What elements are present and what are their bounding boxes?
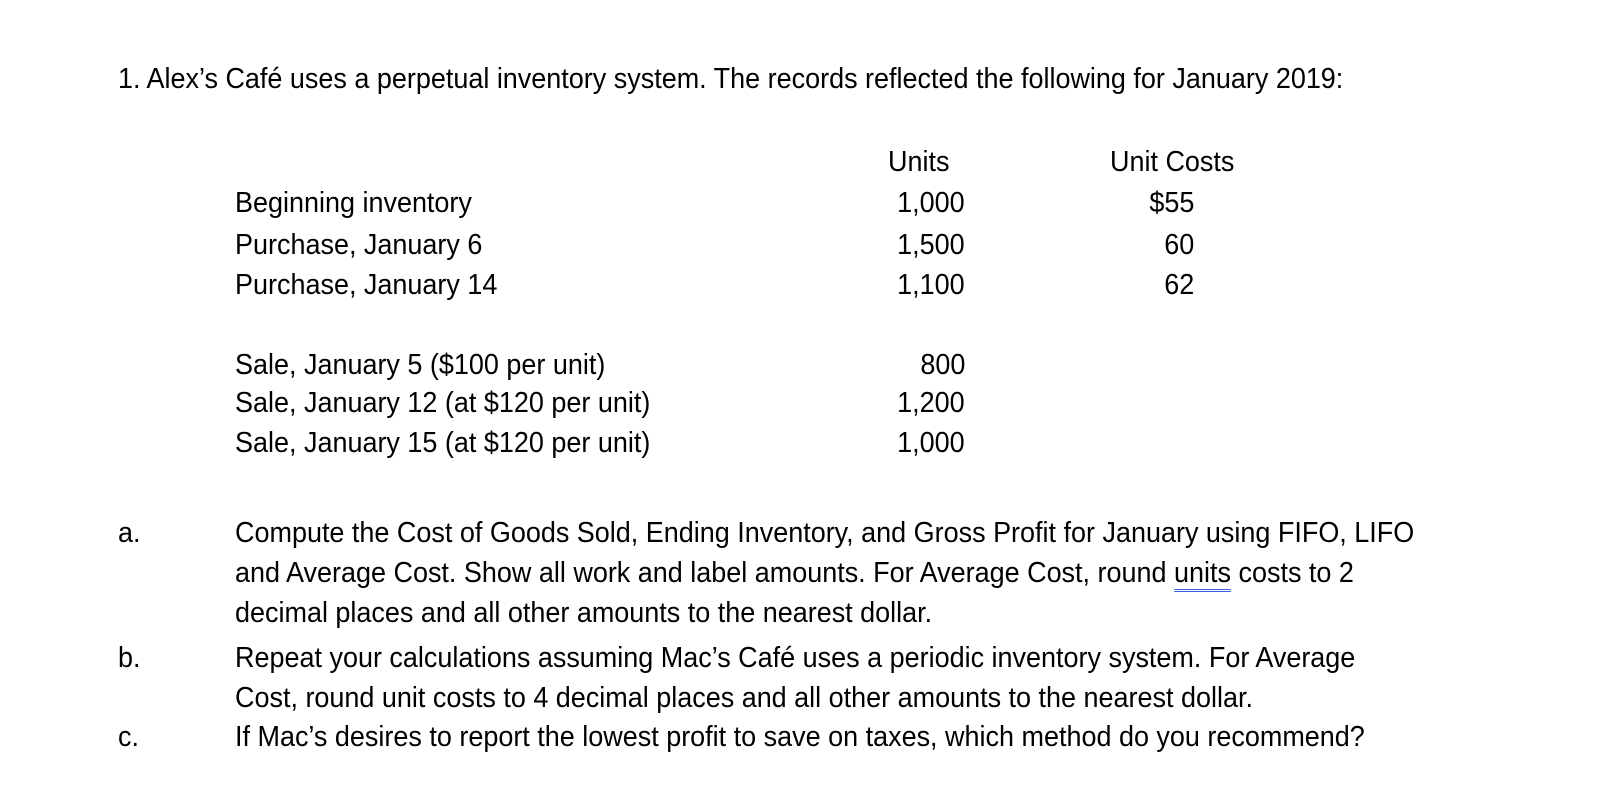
spellcheck-underlined-word: units [1174, 557, 1231, 592]
row-units-beginning-inventory: 1,000 [897, 187, 965, 219]
part-a-line-2-after: costs to 2 [1230, 557, 1354, 589]
row-label-beginning-inventory: Beginning inventory [235, 187, 472, 219]
row-units-sale-jan12: 1,200 [897, 387, 965, 419]
part-a-marker: a. [118, 517, 141, 549]
row-label-sale-jan15: Sale, January 15 (at $120 per unit) [235, 427, 651, 459]
row-units-purchase-jan6: 1,500 [897, 229, 965, 261]
row-cost-beginning-inventory: $55 [1148, 187, 1194, 219]
part-c-marker: c. [118, 721, 139, 753]
part-a-line-3: decimal places and all other amounts to the nearest dollar. [235, 597, 933, 629]
part-b-line-2: Cost, round unit costs to 4 decimal places and all other amounts to the nearest dollar. [235, 682, 1253, 714]
row-cost-purchase-jan14: 62 [1163, 269, 1194, 301]
row-units-sale-jan15: 1,000 [897, 427, 965, 459]
part-b-line-1: Repeat your calculations assuming Mac’s Café uses a periodic inventory system. For Average [235, 642, 1356, 674]
row-label-sale-jan5: Sale, January 5 ($100 per unit) [235, 349, 606, 381]
row-label-sale-jan12: Sale, January 12 (at $120 per unit) [235, 387, 651, 419]
part-c-line-1: If Mac’s desires to report the lowest profit to save on taxes, which method do you recommend? [235, 721, 1365, 753]
row-label-purchase-jan6: Purchase, January 6 [235, 229, 483, 261]
part-a-line-2 [235, 556, 1354, 590]
row-cost-purchase-jan6: 60 [1163, 229, 1194, 261]
unit-costs-column-header: Unit Costs [1110, 146, 1235, 178]
part-b-marker: b. [118, 642, 141, 674]
row-units-purchase-jan14: 1,100 [897, 269, 965, 301]
part-a-line-2-before: and Average Cost. Show all work and label amounts. For Average Cost, round [235, 557, 1175, 589]
part-a-line-1: Compute the Cost of Goods Sold, Ending Inventory, and Gross Profit for January using FIFO, LIFO [235, 517, 1415, 549]
question-title: 1. Alex’s Café uses a perpetual inventory system. The records reflected the following for January 2019: [118, 63, 1344, 95]
row-label-purchase-jan14: Purchase, January 14 [235, 269, 498, 301]
units-column-header: Units [888, 146, 950, 178]
row-units-sale-jan5: 800 [919, 349, 965, 381]
